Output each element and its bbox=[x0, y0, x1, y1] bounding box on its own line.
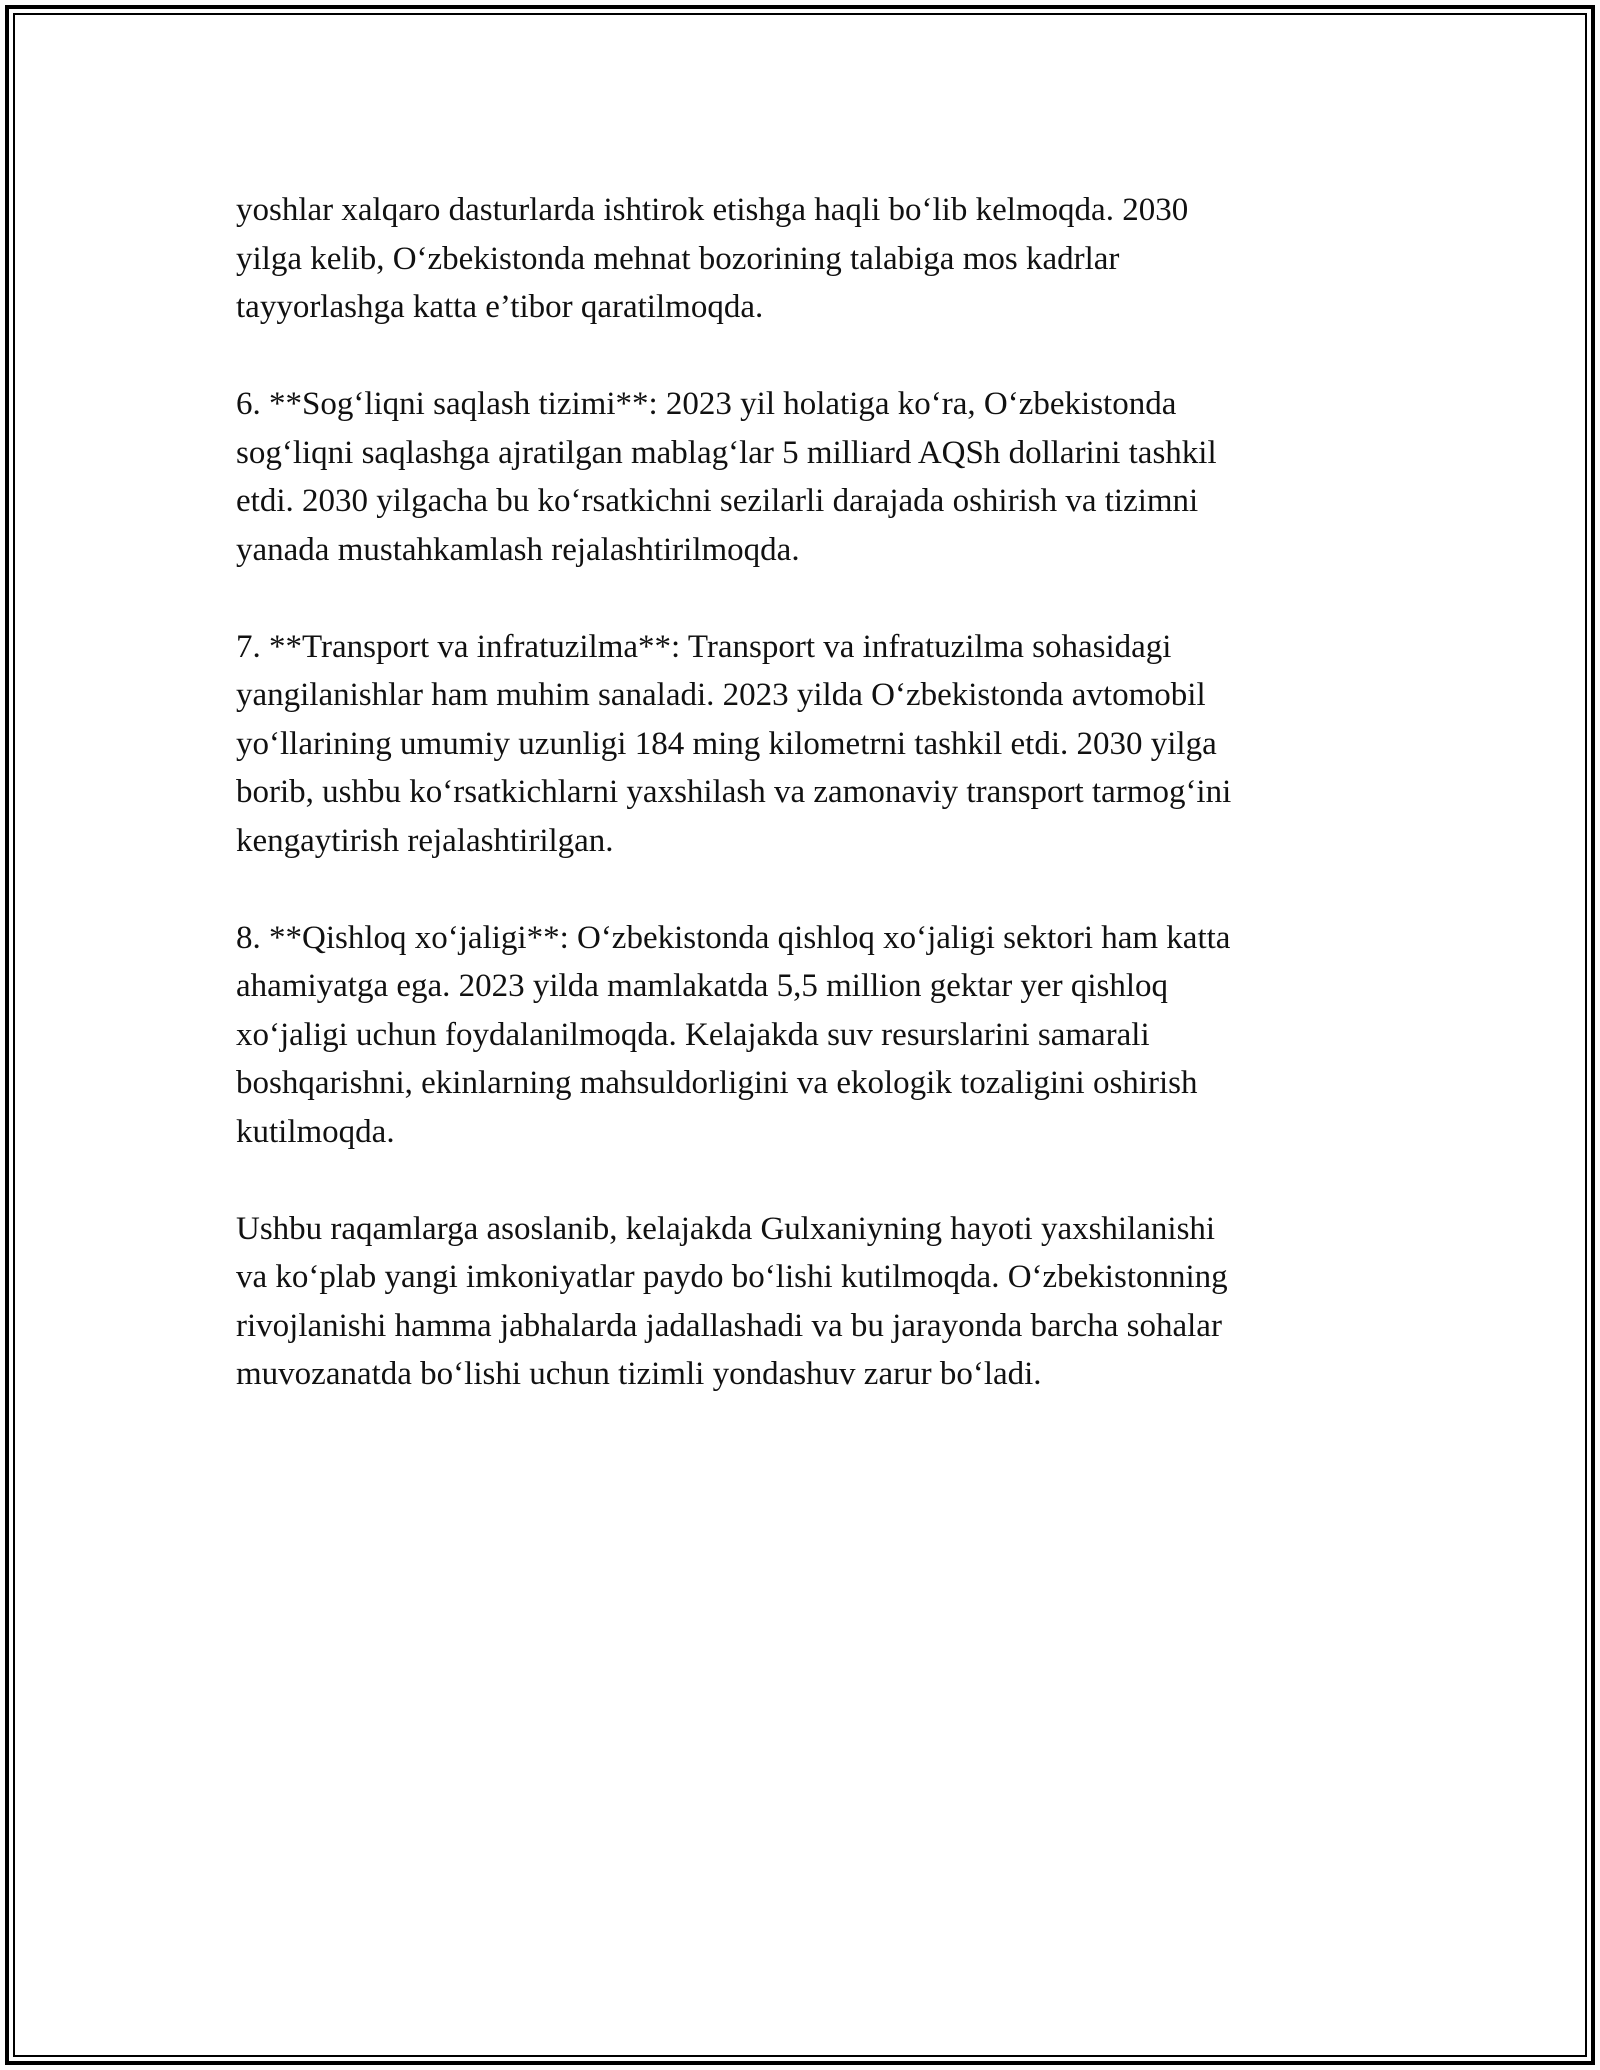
text-line: yoshlar xalqaro dasturlarda ishtirok etishga haqli bo‘lib kelmoqda. 2030 bbox=[236, 192, 1189, 228]
text-line: ahamiyatga ega. 2023 yilda mamlakatda 5,5 million gektar yer qishloq bbox=[236, 968, 1168, 1004]
text-line: etdi. 2030 yilgacha bu ko‘rsatkichni sezilarli darajada oshirish va tizimni bbox=[236, 483, 1199, 519]
text-line: yangilanishlar ham muhim sanaladi. 2023 yilda O‘zbekistonda avtomobil bbox=[236, 677, 1206, 713]
text-line: 7. **Transport va infratuzilma**: Transport va infratuzilma sohasidagi bbox=[236, 628, 1172, 665]
text-line: 6. **Sog‘liqni saqlash tizimi**: 2023 yil holatiga ko‘ra, O‘zbekistonda bbox=[236, 386, 1177, 422]
document-body bbox=[236, 186, 1366, 1447]
text-line: yanada mustahkamlash rejalashtirilmoqda. bbox=[236, 531, 800, 568]
text-line: yilga kelib, O‘zbekistonda mehnat bozorining talabiga mos kadrlar bbox=[236, 240, 1120, 277]
paragraph-item-7-transport bbox=[236, 623, 1366, 866]
text-line: kengaytirish rejalashtirilgan. bbox=[236, 822, 614, 859]
text-line: 8. **Qishloq xo‘jaligi**: O‘zbekistonda qishloq xo‘jaligi sektori ham katta bbox=[236, 919, 1231, 956]
text-line: kutilmoqda. bbox=[236, 1113, 395, 1150]
text-line: yo‘llarining umumiy uzunligi 184 ming kilometrni tashkil etdi. 2030 yilga bbox=[236, 725, 1217, 762]
text-line: sog‘liqni saqlashga ajratilgan mablag‘lar 5 milliard AQSh dollarini tashkil bbox=[236, 434, 1217, 471]
text-line: muvozanatda bo‘lishi uchun tizimli yondashuv zarur bo‘ladi. bbox=[236, 1356, 1042, 1392]
paragraph-item-8-agriculture bbox=[236, 914, 1366, 1157]
text-line: boshqarishni, ekinlarning mahsuldorligini va ekologik tozaligini oshirish bbox=[236, 1065, 1198, 1101]
text-line: xo‘jaligi uchun foydalanilmoqda. Kelajakda suv resurslarini samarali bbox=[236, 1016, 1150, 1053]
text-line: rivojlanishi hamma jabhalarda jadallashadi va bu jarayonda barcha sohalar bbox=[236, 1307, 1222, 1344]
text-line: va ko‘plab yangi imkoniyatlar paydo bo‘lishi kutilmoqda. O‘zbekistonning bbox=[236, 1259, 1228, 1295]
text-line: borib, ushbu ko‘rsatkichlarni yaxshilash va zamonaviy transport tarmog‘ini bbox=[236, 774, 1232, 810]
paragraph-item-6-health bbox=[236, 380, 1366, 574]
text-line: Ushbu raqamlarga asoslanib, kelajakda Gulxaniyning hayoti yaxshilanishi bbox=[236, 1210, 1216, 1247]
paragraph-intro-continued bbox=[236, 186, 1366, 332]
text-line: tayyorlashga katta e’tibor qaratilmoqda. bbox=[236, 289, 764, 325]
paragraph-conclusion bbox=[236, 1205, 1366, 1399]
